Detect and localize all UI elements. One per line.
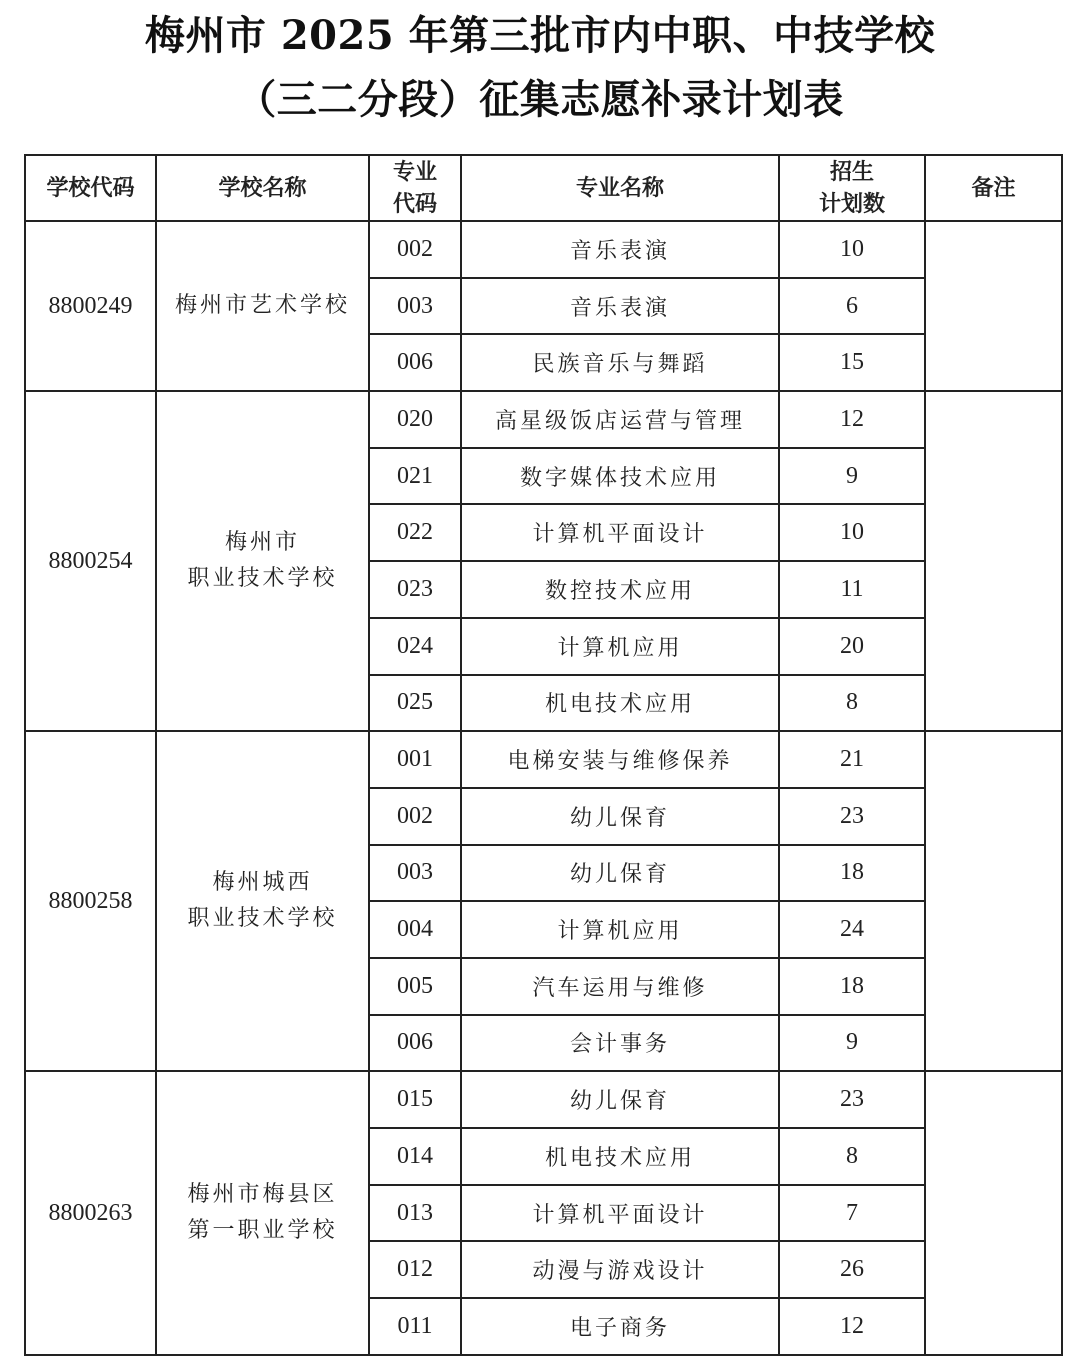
major-name-cell: 幼儿保育 [461,845,779,902]
enrollment-plan-cell: 20 [779,618,925,675]
major-code-cell: 005 [369,958,461,1015]
major-name-cell: 计算机应用 [461,618,779,675]
major-name-cell: 高星级饭店运营与管理 [461,391,779,448]
school-name-cell [156,731,369,1071]
major-code-cell: 013 [369,1185,461,1242]
major-name-cell: 动漫与游戏设计 [461,1241,779,1298]
school-name-line-1: 梅州市梅县区 [187,1182,338,1208]
enrollment-plan-cell: 10 [779,221,925,278]
enrollment-plan-cell: 23 [779,788,925,845]
major-name-cell: 机电技术应用 [461,675,779,732]
enrollment-plan-cell: 18 [779,845,925,902]
major-name-cell: 机电技术应用 [461,1128,779,1185]
major-code-cell: 022 [369,504,461,561]
enrollment-plan-cell: 8 [779,675,925,732]
major-code-cell: 011 [369,1298,461,1355]
school-name-line-1: 梅州城西 [212,870,313,896]
school-code-cell: 8800254 [25,391,156,731]
remark-cell [925,731,1062,1071]
table-row [25,731,1062,788]
remark-cell [925,391,1062,731]
page-title-line-2: （三二分段）征集志愿补录计划表 [236,76,844,123]
major-name-cell: 计算机平面设计 [461,1185,779,1242]
enrollment-plan-cell: 6 [779,278,925,335]
major-name-cell: 幼儿保育 [461,788,779,845]
header-plan-line-1: 招生 [829,159,874,185]
major-name-cell: 计算机平面设计 [461,504,779,561]
major-name-cell: 民族音乐与舞蹈 [461,334,779,391]
enrollment-plan-cell: 12 [779,391,925,448]
header-major-code-line-1: 专业 [392,159,437,185]
enrollment-plan-cell: 21 [779,731,925,788]
major-code-cell: 001 [369,731,461,788]
major-name-cell: 数字媒体技术应用 [461,448,779,505]
enrollment-plan-cell: 9 [779,448,925,505]
remark-cell [925,1071,1062,1354]
school-name-cell [156,221,369,391]
major-name-cell: 音乐表演 [461,221,779,278]
header-major-code [369,155,461,221]
major-code-cell: 006 [369,1015,461,1072]
major-code-cell: 020 [369,391,461,448]
major-code-cell: 024 [369,618,461,675]
major-code-cell: 002 [369,788,461,845]
enrollment-plan-table [24,154,1063,1356]
major-code-cell: 003 [369,278,461,335]
major-code-cell: 004 [369,901,461,958]
enrollment-plan-cell: 7 [779,1185,925,1242]
enrollment-plan-cell: 11 [779,561,925,618]
major-code-cell: 012 [369,1241,461,1298]
header-remark: 备注 [925,155,1062,221]
enrollment-plan-cell: 18 [779,958,925,1015]
major-name-cell: 会计事务 [461,1015,779,1072]
enrollment-plan-cell: 23 [779,1071,925,1128]
school-code-cell: 8800263 [25,1071,156,1354]
school-name-line-1: 梅州市艺术学校 [174,293,350,319]
enrollment-plan-cell: 26 [779,1241,925,1298]
enrollment-plan-cell: 8 [779,1128,925,1185]
school-name-line-2: 职业技术学校 [187,906,338,932]
header-major-code-line-2: 代码 [392,191,437,217]
enrollment-plan-cell: 10 [779,504,925,561]
major-code-cell: 021 [369,448,461,505]
school-name-line-1: 梅州市 [224,530,300,556]
table-row [25,221,1062,278]
major-code-cell: 006 [369,334,461,391]
enrollment-plan-cell: 9 [779,1015,925,1072]
header-enrollment-plan [779,155,925,221]
major-name-cell: 电梯安装与维修保养 [461,731,779,788]
enrollment-plan-cell: 15 [779,334,925,391]
school-name-line-2: 职业技术学校 [187,566,338,592]
table-body [25,221,1062,1355]
major-code-cell: 015 [369,1071,461,1128]
header-plan-line-2: 计划数 [818,191,885,217]
major-name-cell: 数控技术应用 [461,561,779,618]
header-major-name: 专业名称 [461,155,779,221]
table-row [25,391,1062,448]
major-name-cell: 幼儿保育 [461,1071,779,1128]
major-name-cell: 音乐表演 [461,278,779,335]
major-code-cell: 014 [369,1128,461,1185]
school-code-cell: 8800258 [25,731,156,1071]
major-name-cell: 汽车运用与维修 [461,958,779,1015]
major-code-cell: 023 [369,561,461,618]
enrollment-plan-cell: 12 [779,1298,925,1355]
remark-cell [925,221,1062,391]
school-name-line-2: 第一职业学校 [187,1218,338,1244]
header-school-name: 学校名称 [156,155,369,221]
page-title-line-1: 梅州市 2025 年第三批市内中职、中技学校 [144,12,936,59]
table-row [25,1071,1062,1128]
enrollment-plan-cell: 24 [779,901,925,958]
major-name-cell: 电子商务 [461,1298,779,1355]
major-code-cell: 003 [369,845,461,902]
major-name-cell: 计算机应用 [461,901,779,958]
major-code-cell: 002 [369,221,461,278]
school-name-cell [156,391,369,731]
school-name-cell [156,1071,369,1354]
header-school-code: 学校代码 [25,155,156,221]
table-header-row [25,155,1062,221]
major-code-cell: 025 [369,675,461,732]
school-code-cell: 8800249 [25,221,156,391]
